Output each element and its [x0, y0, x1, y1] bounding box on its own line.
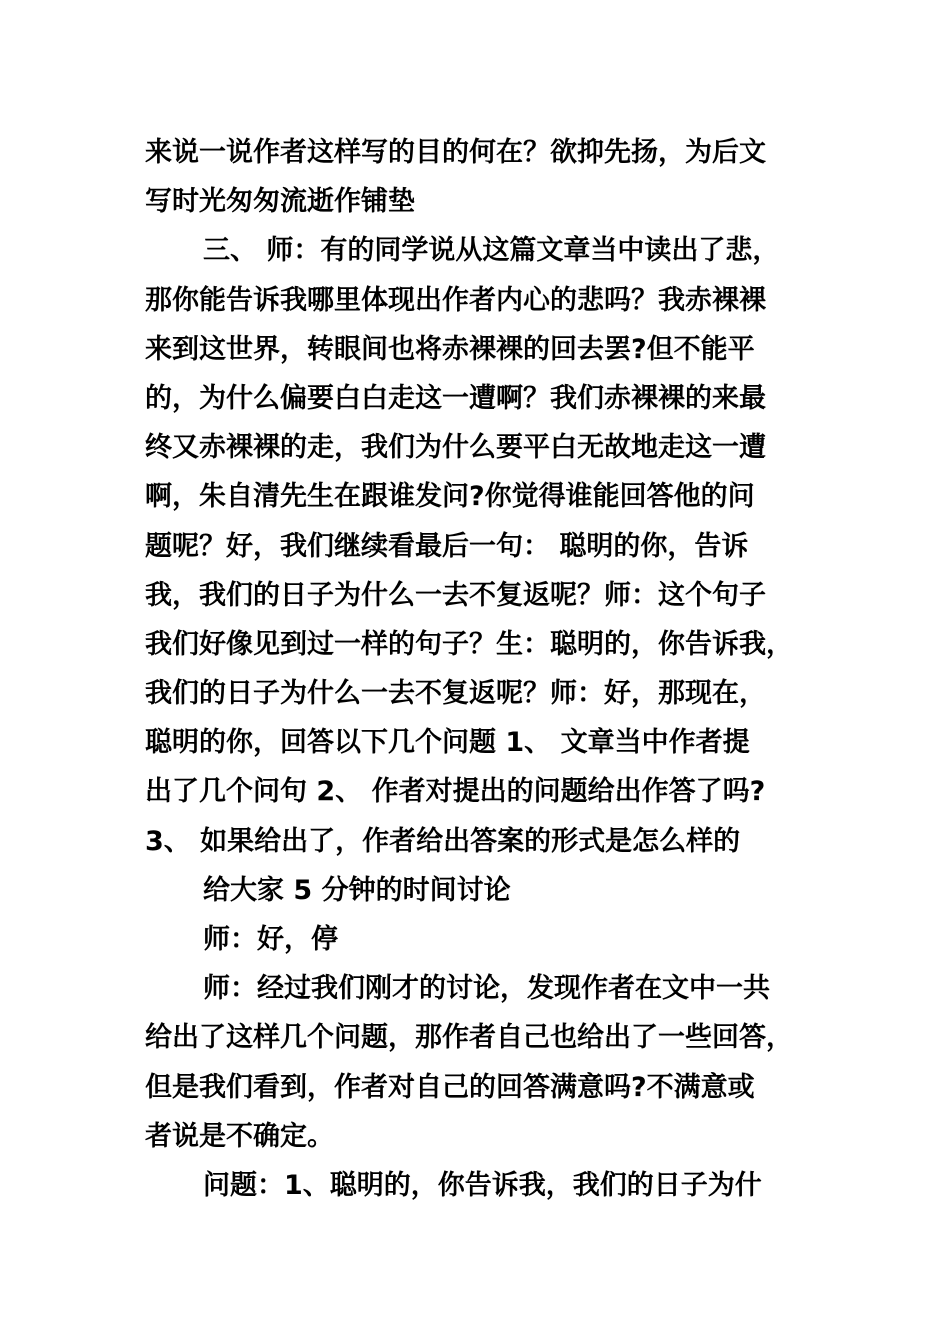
text-line: 写时光匆匆流逝作铺垫	[145, 186, 415, 218]
text-line: 来到这世界，转眼间也将赤裸裸的回去罢?但不能平	[145, 333, 755, 365]
text-line: 终又赤裸裸的走，我们为什么要平白无故地走这一遭	[145, 432, 766, 464]
text-line: 者说是不确定。	[145, 1120, 334, 1152]
text-line: 来说一说作者这样写的目的何在？欲抑先扬，为后文	[145, 137, 766, 168]
text-line: 我们的日子为什么一去不复返呢？师：好，那现在，	[145, 678, 766, 710]
text-line: 但是我们看到，作者对自己的回答满意吗?不满意或	[145, 1071, 755, 1103]
document-body	[145, 128, 835, 1210]
text-line: 出了几个问句 2、 作者对提出的问题给出作答了吗?	[145, 776, 766, 808]
text-line: 我，我们的日子为什么一去不复返呢？师：这个句子	[145, 579, 766, 611]
text-line: 啊，朱自清先生在跟谁发问?你觉得谁能回答他的问	[145, 481, 755, 513]
text-line: 3、 如果给出了，作者给出答案的形式是怎么样的	[145, 825, 741, 857]
text-line: 题呢？好，我们继续看最后一句： 聪明的你，告诉	[145, 530, 749, 562]
text-line: 给大家 5 分钟的时间讨论	[203, 874, 511, 906]
text-line: 给出了这样几个问题，那作者自己也给出了一些回答，	[145, 1022, 793, 1054]
text-line: 的，为什么偏要白白走这一遭啊？我们赤裸裸的来最	[145, 382, 766, 414]
text-line: 三、 师：有的同学说从这篇文章当中读出了悲，	[203, 235, 780, 267]
text-line: 师：好，停	[203, 924, 338, 955]
text-line: 那你能告诉我哪里体现出作者内心的悲吗？我赤裸裸	[145, 284, 766, 316]
text-line: 问题：1、聪明的，你告诉我，我们的日子为什	[203, 1169, 762, 1201]
text-line: 聪明的你，回答以下几个问题 1、 文章当中作者提	[145, 727, 750, 759]
text-line: 师：经过我们刚才的讨论，发现作者在文中一共	[203, 973, 770, 1005]
text-line: 我们好像见到过一样的句子？生：聪明的，你告诉我，	[145, 628, 793, 660]
